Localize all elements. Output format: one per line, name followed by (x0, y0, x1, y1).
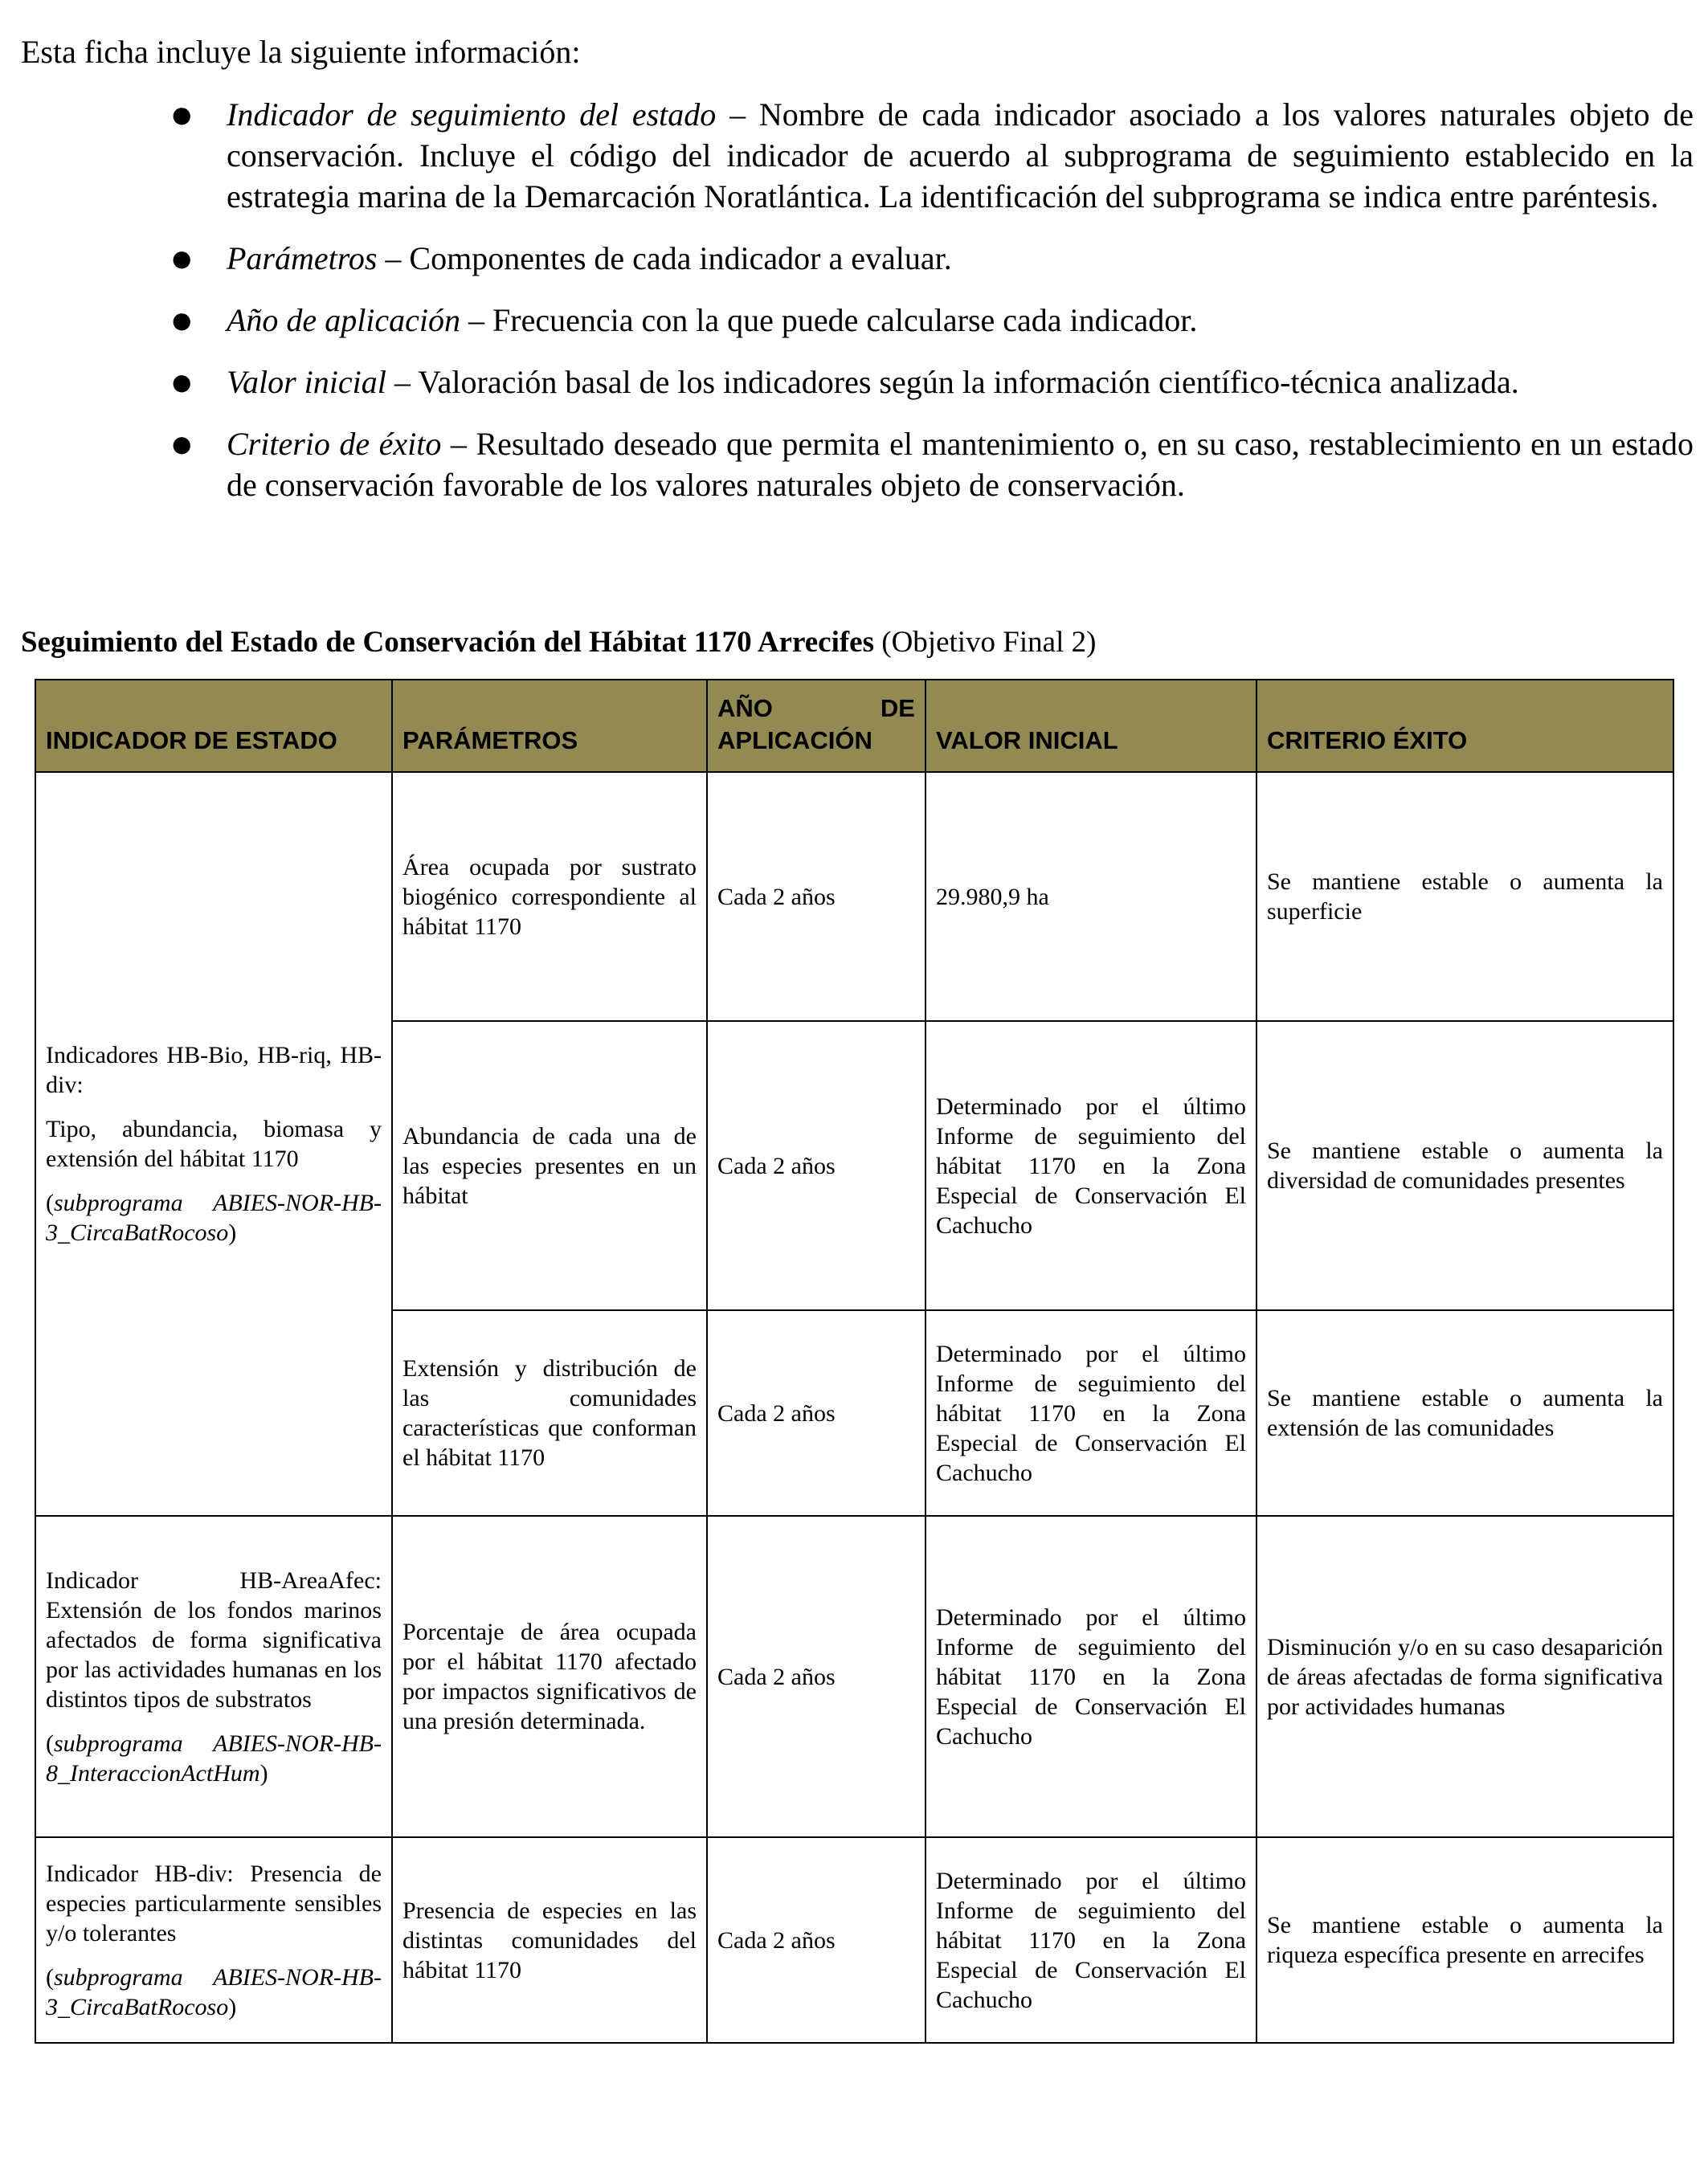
item-term: Año de aplicación (227, 302, 461, 338)
anio-cell: Cada 2 años (707, 772, 926, 1021)
criterio-cell: Disminución y/o en su caso desaparición de áreas afectadas de forma significativa por actividades humanas (1256, 1516, 1673, 1837)
item-text: Nombre de cada indicador asociado a los valores naturales objeto de conservación. Incluye el código del indicador de acuerdo al subprograma de seguimiento establecido en la estrategia marina de la Demarcación Noratlántica. La identificación del subprograma se indica entre paréntesis. (227, 96, 1694, 214)
table-row (35, 1837, 1673, 2043)
item-text: Componentes de cada indicador a evaluar. (409, 240, 952, 276)
table-title-suffix: (Objetivo Final 2) (874, 626, 1097, 659)
bullet-icon: ● (172, 431, 192, 457)
table-title (21, 623, 1692, 663)
criterio-cell: Se mantiene estable o aumenta la riqueza específica presente en arrecifes (1256, 1837, 1673, 2043)
monitoring-table (35, 679, 1674, 2044)
paren-open: ( (46, 1730, 54, 1757)
paren-close: ) (259, 1759, 268, 1787)
parametro-cell: Porcentaje de área ocupada por el hábitat 1170 afectado por impactos significativos de una presión determinada. (392, 1516, 707, 1837)
bullet-icon: ● (172, 307, 192, 333)
header-anio (707, 680, 926, 772)
anio-cell: Cada 2 años (707, 1021, 926, 1310)
subprograma-code: subprograma ABIES-NOR-HB-3_CircaBatRocoso (46, 1963, 382, 2020)
item-text: Frecuencia con la que puede calcularse cada indicador. (492, 302, 1198, 338)
valor-cell: Determinado por el último Informe de seguimiento del hábitat 1170 en la Zona Especial de Conservación El Cachucho (926, 1310, 1256, 1516)
criterio-cell: Se mantiene estable o aumenta la diversidad de comunidades presentes (1256, 1021, 1673, 1310)
header-anio-word2: DE (880, 694, 915, 722)
parametro-cell: Abundancia de cada una de las especies presentes en un hábitat (392, 1021, 707, 1310)
indicador-cell (35, 1837, 392, 2043)
anio-cell: Cada 2 años (707, 1516, 926, 1837)
indicador-title: Indicadores HB-Bio, HB-riq, HB-div: (46, 1042, 382, 1098)
item-text: Resultado deseado que permita el mantenimiento o, en su caso, restablecimiento en un estado de conservación favorable de los valores naturales objeto de conservación. (227, 426, 1694, 503)
intro-text: Esta ficha incluye la siguiente información: (21, 34, 581, 70)
valor-cell: Determinado por el último Informe de seguimiento del hábitat 1170 en la Zona Especial de Conservación El Cachucho (926, 1516, 1256, 1837)
header-valor: VALOR INICIAL (926, 680, 1256, 772)
item-term: Indicador de seguimiento del estado (227, 96, 717, 133)
indicador-title: Indicador HB-AreaAfec: Extensión de los fondos marinos afectados de forma significativa por las actividades humanas en los distintos tipos de substratos (46, 1566, 382, 1713)
header-criterio: CRITERIO ÉXITO (1256, 680, 1673, 772)
subprograma-text (46, 1963, 382, 2022)
item-term: Valor inicial (227, 364, 386, 400)
list-item (161, 300, 1694, 341)
criterio-cell: Se mantiene estable o aumenta la extensión de las comunidades (1256, 1310, 1673, 1516)
item-separator: – (386, 364, 419, 400)
header-parametros: PARÁMETROS (392, 680, 707, 772)
item-text: Valoración basal de los indicadores según la información científico-técnica analizada. (418, 364, 1519, 400)
paren-open: ( (46, 1963, 54, 1991)
header-anio-word1: AÑO (717, 694, 773, 722)
list-item (161, 94, 1694, 217)
indicador-cell (35, 772, 392, 1516)
subprograma-text (46, 1188, 382, 1248)
paren-open: ( (46, 1190, 54, 1216)
definition-list (161, 94, 1694, 526)
parametro-cell: Extensión y distribución de las comunidades características que conforman el hábitat 1170 (392, 1310, 707, 1516)
header-anio-line1 (717, 692, 915, 725)
parametro-cell: Área ocupada por sustrato biogénico correspondiente al hábitat 1170 (392, 772, 707, 1021)
item-separator: – (716, 96, 759, 133)
parametro-cell: Presencia de especies en las distintas comunidades del hábitat 1170 (392, 1837, 707, 2043)
paren-close: ) (228, 1993, 237, 2020)
list-item (161, 423, 1694, 505)
bullet-icon: ● (172, 369, 192, 395)
table-title-bold: Seguimiento del Estado de Conservación del Hábitat 1170 Arrecifes (21, 626, 874, 659)
indicador-cell (35, 1516, 392, 1837)
valor-cell: Determinado por el último Informe de seguimiento del hábitat 1170 en la Zona Especial de Conservación El Cachucho (926, 1837, 1256, 2043)
item-separator: – (377, 240, 410, 276)
table-row (35, 1516, 1673, 1837)
table-header-row (35, 680, 1673, 772)
indicador-title: Indicador HB-div: Presencia de especies particularmente sensibles y/o tolerantes (46, 1860, 382, 1946)
bullet-icon: ● (172, 101, 192, 128)
anio-cell: Cada 2 años (707, 1837, 926, 2043)
header-indicador: INDICADOR DE ESTADO (35, 680, 392, 772)
subprograma-code: subprograma ABIES-NOR-HB-8_InteraccionActHum (46, 1730, 382, 1787)
item-term: Criterio de éxito (227, 426, 442, 462)
item-term: Parámetros (227, 240, 378, 276)
subprograma-text (46, 1729, 382, 1788)
item-separator: – (460, 302, 493, 338)
bullet-icon: ● (172, 245, 192, 272)
anio-cell: Cada 2 años (707, 1310, 926, 1516)
list-item (161, 238, 1694, 279)
indicador-description: Tipo, abundancia, biomasa y extensión del hábitat 1170 (46, 1116, 382, 1172)
valor-cell: Determinado por el último Informe de seguimiento del hábitat 1170 en la Zona Especial de Conservación El Cachucho (926, 1021, 1256, 1310)
table-row (35, 772, 1673, 1021)
paren-close: ) (228, 1219, 237, 1246)
item-separator: – (441, 426, 476, 462)
criterio-cell: Se mantiene estable o aumenta la superficie (1256, 772, 1673, 1021)
valor-cell: 29.980,9 ha (926, 772, 1256, 1021)
header-anio-line2: APLICACIÓN (717, 726, 872, 754)
subprograma-code: subprograma ABIES-NOR-HB-3_CircaBatRocoso (46, 1190, 382, 1246)
list-item (161, 361, 1694, 402)
